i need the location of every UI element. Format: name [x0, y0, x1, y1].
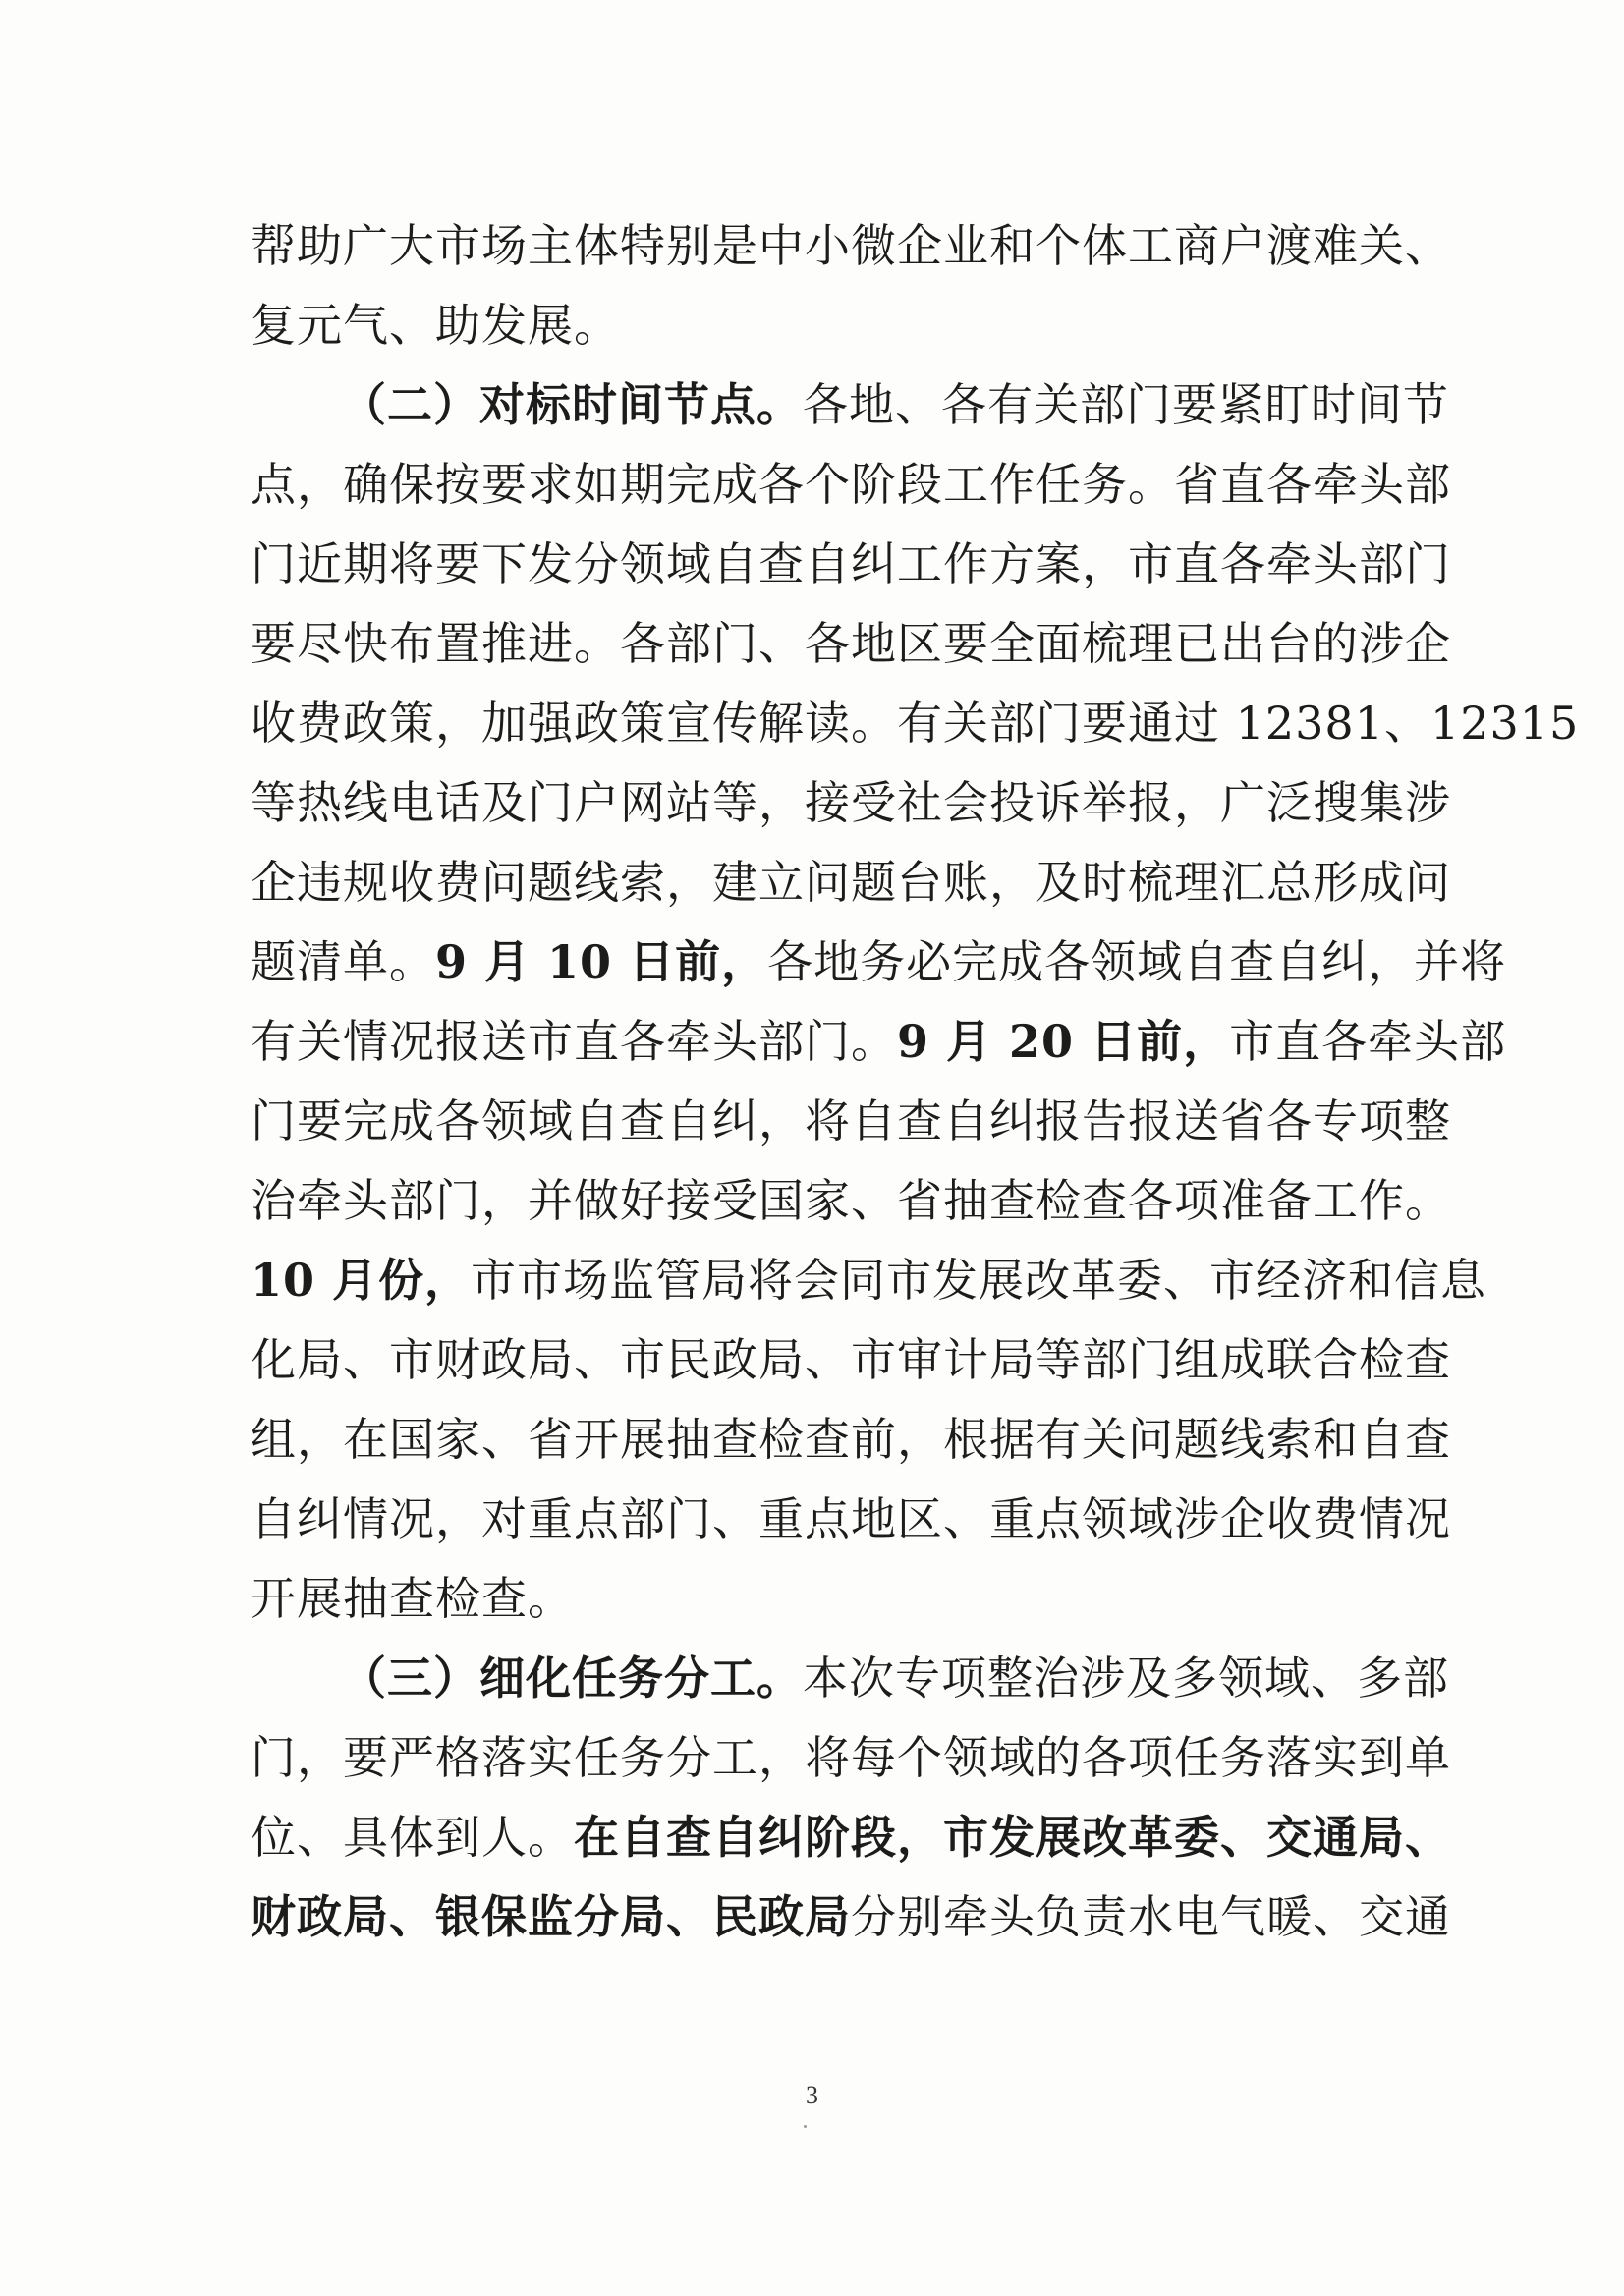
text-run: 开展抽查检查。 [251, 1572, 574, 1625]
text-line [251, 1480, 1451, 1559]
text-run: 位、具体到人。 [251, 1811, 574, 1864]
text-run: 门要完成各领域自查自纠，将自查自纠报告报送省各专项整 [251, 1094, 1451, 1148]
section-heading: （三）细化任务分工。 [341, 1652, 803, 1705]
text-run: 题清单。 [251, 935, 435, 988]
text-line [251, 1241, 1487, 1320]
text-line [251, 604, 1451, 684]
text-line [251, 923, 1507, 1002]
text-run: 各地、各有关部门要紧盯时间节 [803, 378, 1449, 431]
text-run: 本次专项整治涉及多领域、多部 [803, 1652, 1449, 1705]
text-line [251, 445, 1451, 525]
text-line [251, 1400, 1451, 1480]
text-run: 市市场监管局将会同市发展改革委、市经济和信息 [471, 1254, 1487, 1307]
text-run: 各地务必完成各领域自查自纠，并将 [767, 935, 1507, 988]
text-line [251, 1161, 1451, 1241]
text-line [251, 1002, 1507, 1082]
text-run: 市直各牵头部 [1229, 1015, 1507, 1068]
text-run: 门近期将要下发分领域自查自纠工作方案，市直各牵头部门 [251, 537, 1451, 590]
text-run: 治牵头部门，并做好接受国家、省抽查检查各项准备工作。 [251, 1174, 1451, 1227]
text-run: 分别牵头负责水电气暖、交通 [851, 1890, 1451, 1943]
text-line [251, 1320, 1451, 1400]
text-line [251, 763, 1451, 843]
text-run: 点，确保按要求如期完成各个阶段工作任务。省直各牵头部 [251, 458, 1451, 511]
text-run: 化局、市财政局、市民政局、市审计局等部门组成联合检查 [251, 1333, 1451, 1386]
text-run: 有关情况报送市直各牵头部门。 [251, 1015, 897, 1068]
text-run: 自纠情况，对重点部门、重点地区、重点领域涉企收费情况 [251, 1492, 1451, 1545]
deadline-date: 9 月 10 日前， [435, 935, 768, 988]
text-run: 门，要严格落实任务分工，将每个领域的各项任务落实到单 [251, 1731, 1451, 1784]
text-run: 等热线电话及门户网站等，接受社会投诉举报，广泛搜集涉 [251, 776, 1451, 829]
text-run: 复元气、助发展。 [251, 299, 620, 352]
text-line [251, 1559, 1343, 1639]
page-number: 3 [806, 2081, 818, 2109]
text-run: 企违规收费问题线索，建立问题台账，及时梳理汇总形成问 [251, 856, 1451, 909]
section-two-line [251, 365, 1449, 445]
emphasis-text: 财政局、银保监分局、民政局 [251, 1890, 851, 1943]
text-run: 组，在国家、省开展抽查检查前，根据有关问题线索和自查 [251, 1413, 1451, 1466]
text-run: 要尽快布置推进。各部门、各地区要全面梳理已出台的涉企 [251, 617, 1451, 670]
text-run: 帮助广大市场主体特别是中小微企业和个体工商户渡难关、 [251, 219, 1451, 272]
text-line [251, 1082, 1451, 1161]
deadline-date: 10 月份， [251, 1254, 472, 1307]
text-line [251, 1798, 1451, 1877]
text-line [251, 286, 1343, 365]
text-line [251, 525, 1451, 604]
text-line [251, 206, 1451, 286]
text-line [251, 1718, 1451, 1798]
text-line [251, 684, 1580, 763]
deadline-date: 9 月 20 日前， [897, 1015, 1230, 1068]
body-text [251, 206, 1580, 1957]
text-line [251, 1877, 1451, 1957]
emphasis-text: 在自查自纠阶段，市发展改革委、交通局、 [574, 1811, 1451, 1864]
text-run: 收费政策，加强政策宣传解读。有关部门要通过 12381、12315 [251, 697, 1580, 750]
scan-speck [804, 2125, 807, 2128]
section-heading: （二）对标时间节点。 [341, 378, 803, 431]
text-line [251, 843, 1451, 923]
section-three-line [251, 1639, 1449, 1718]
